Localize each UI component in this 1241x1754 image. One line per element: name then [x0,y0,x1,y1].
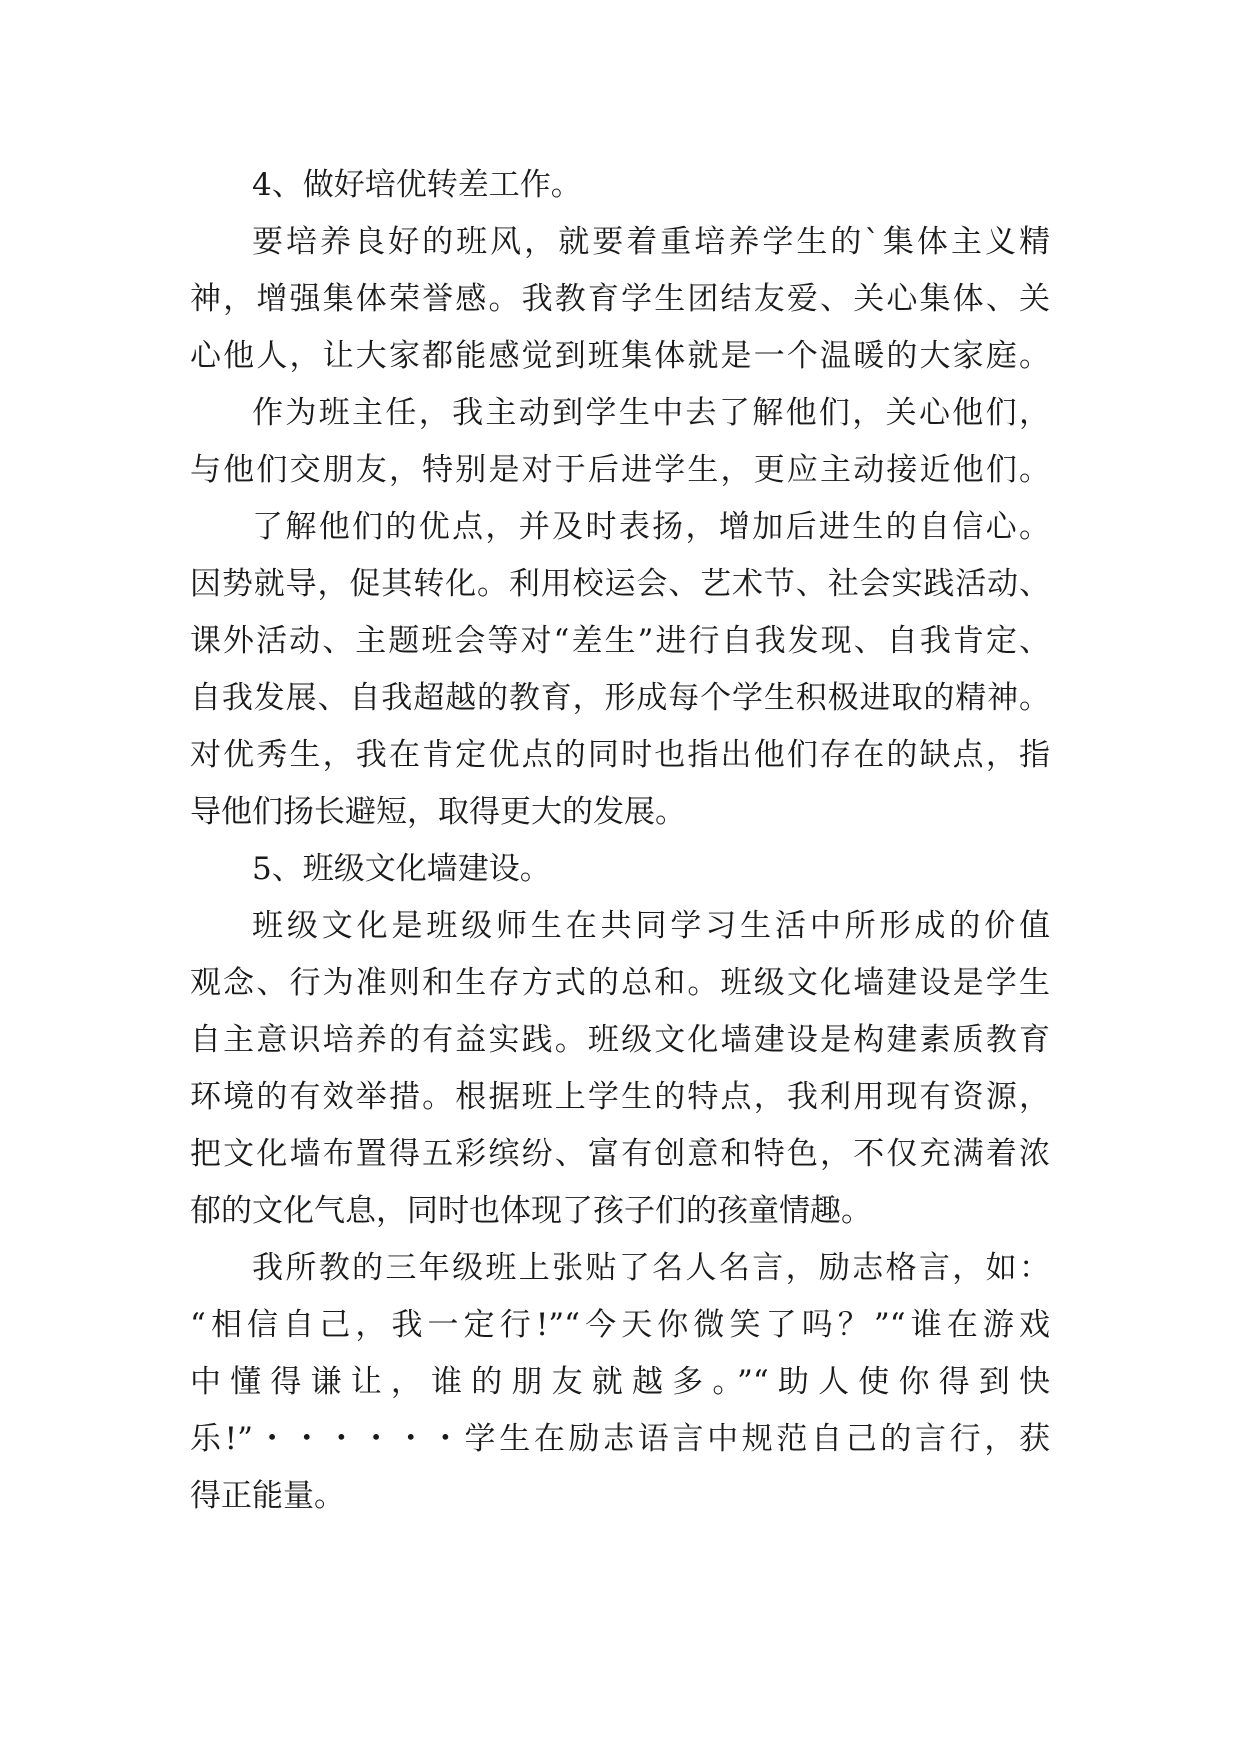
paragraph-line: 班级文化是班级师生在共同学习生活中所形成的价值 [252,908,1050,944]
paragraph-line: 把文化墙布置得五彩缤纷、富有创意和特色，不仅充满着浓 [190,1136,1050,1172]
paragraph-line: 乐!”・・・・・・学生在励志语言中规范自己的言行，获 [190,1421,1050,1457]
section-heading-4: 4、做好培优转差工作。 [252,167,582,203]
paragraph-line: 观念、行为准则和生存方式的总和。班级文化墙建设是学生 [190,965,1050,1001]
paragraph-line: 因势就导，促其转化。利用校运会、艺术节、社会实践活动、 [190,566,1050,602]
paragraph-line: “相信自己，我一定行!”“今天你微笑了吗？”“谁在游戏 [190,1307,1050,1343]
paragraph-line: 自我发展、自我超越的教育，形成每个学生积极进取的精神。 [190,680,1050,716]
paragraph-line: 中懂得谦让，谁的朋友就越多。”“助人使你得到快 [190,1364,1050,1400]
paragraph-line: 环境的有效举措。根据班上学生的特点，我利用现有资源， [190,1079,1050,1115]
paragraph-line: 对优秀生，我在肯定优点的同时也指出他们存在的缺点，指 [190,737,1050,773]
paragraph-line: 心他人，让大家都能感觉到班集体就是一个温暖的大家庭。 [190,338,1050,374]
paragraph-line: 神，增强集体荣誉感。我教育学生团结友爱、关心集体、关 [190,281,1050,317]
paragraph-line: 导他们扬长避短，取得更大的发展。 [190,794,686,830]
paragraph-line: 自主意识培养的有益实践。班级文化墙建设是构建素质教育 [190,1022,1050,1058]
paragraph-line: 要培养良好的班风，就要着重培养学生的`集体主义精 [252,224,1050,260]
section-heading-5: 5、班级文化墙建设。 [252,851,551,887]
paragraph-line: 与他们交朋友，特别是对于后进学生，更应主动接近他们。 [190,452,1050,488]
paragraph-line: 了解他们的优点，并及时表扬，增加后进生的自信心。 [252,509,1050,545]
paragraph-line: 得正能量。 [190,1478,345,1514]
paragraph-line: 课外活动、主题班会等对“差生”进行自我发现、自我肯定、 [190,623,1050,659]
document-body [190,157,1050,1525]
paragraph-line: 作为班主任，我主动到学生中去了解他们，关心他们， [252,395,1050,431]
paragraph-line: 我所教的三年级班上张贴了名人名言，励志格言，如： [252,1250,1050,1286]
paragraph-line: 郁的文化气息，同时也体现了孩子们的孩童情趣。 [190,1193,872,1229]
